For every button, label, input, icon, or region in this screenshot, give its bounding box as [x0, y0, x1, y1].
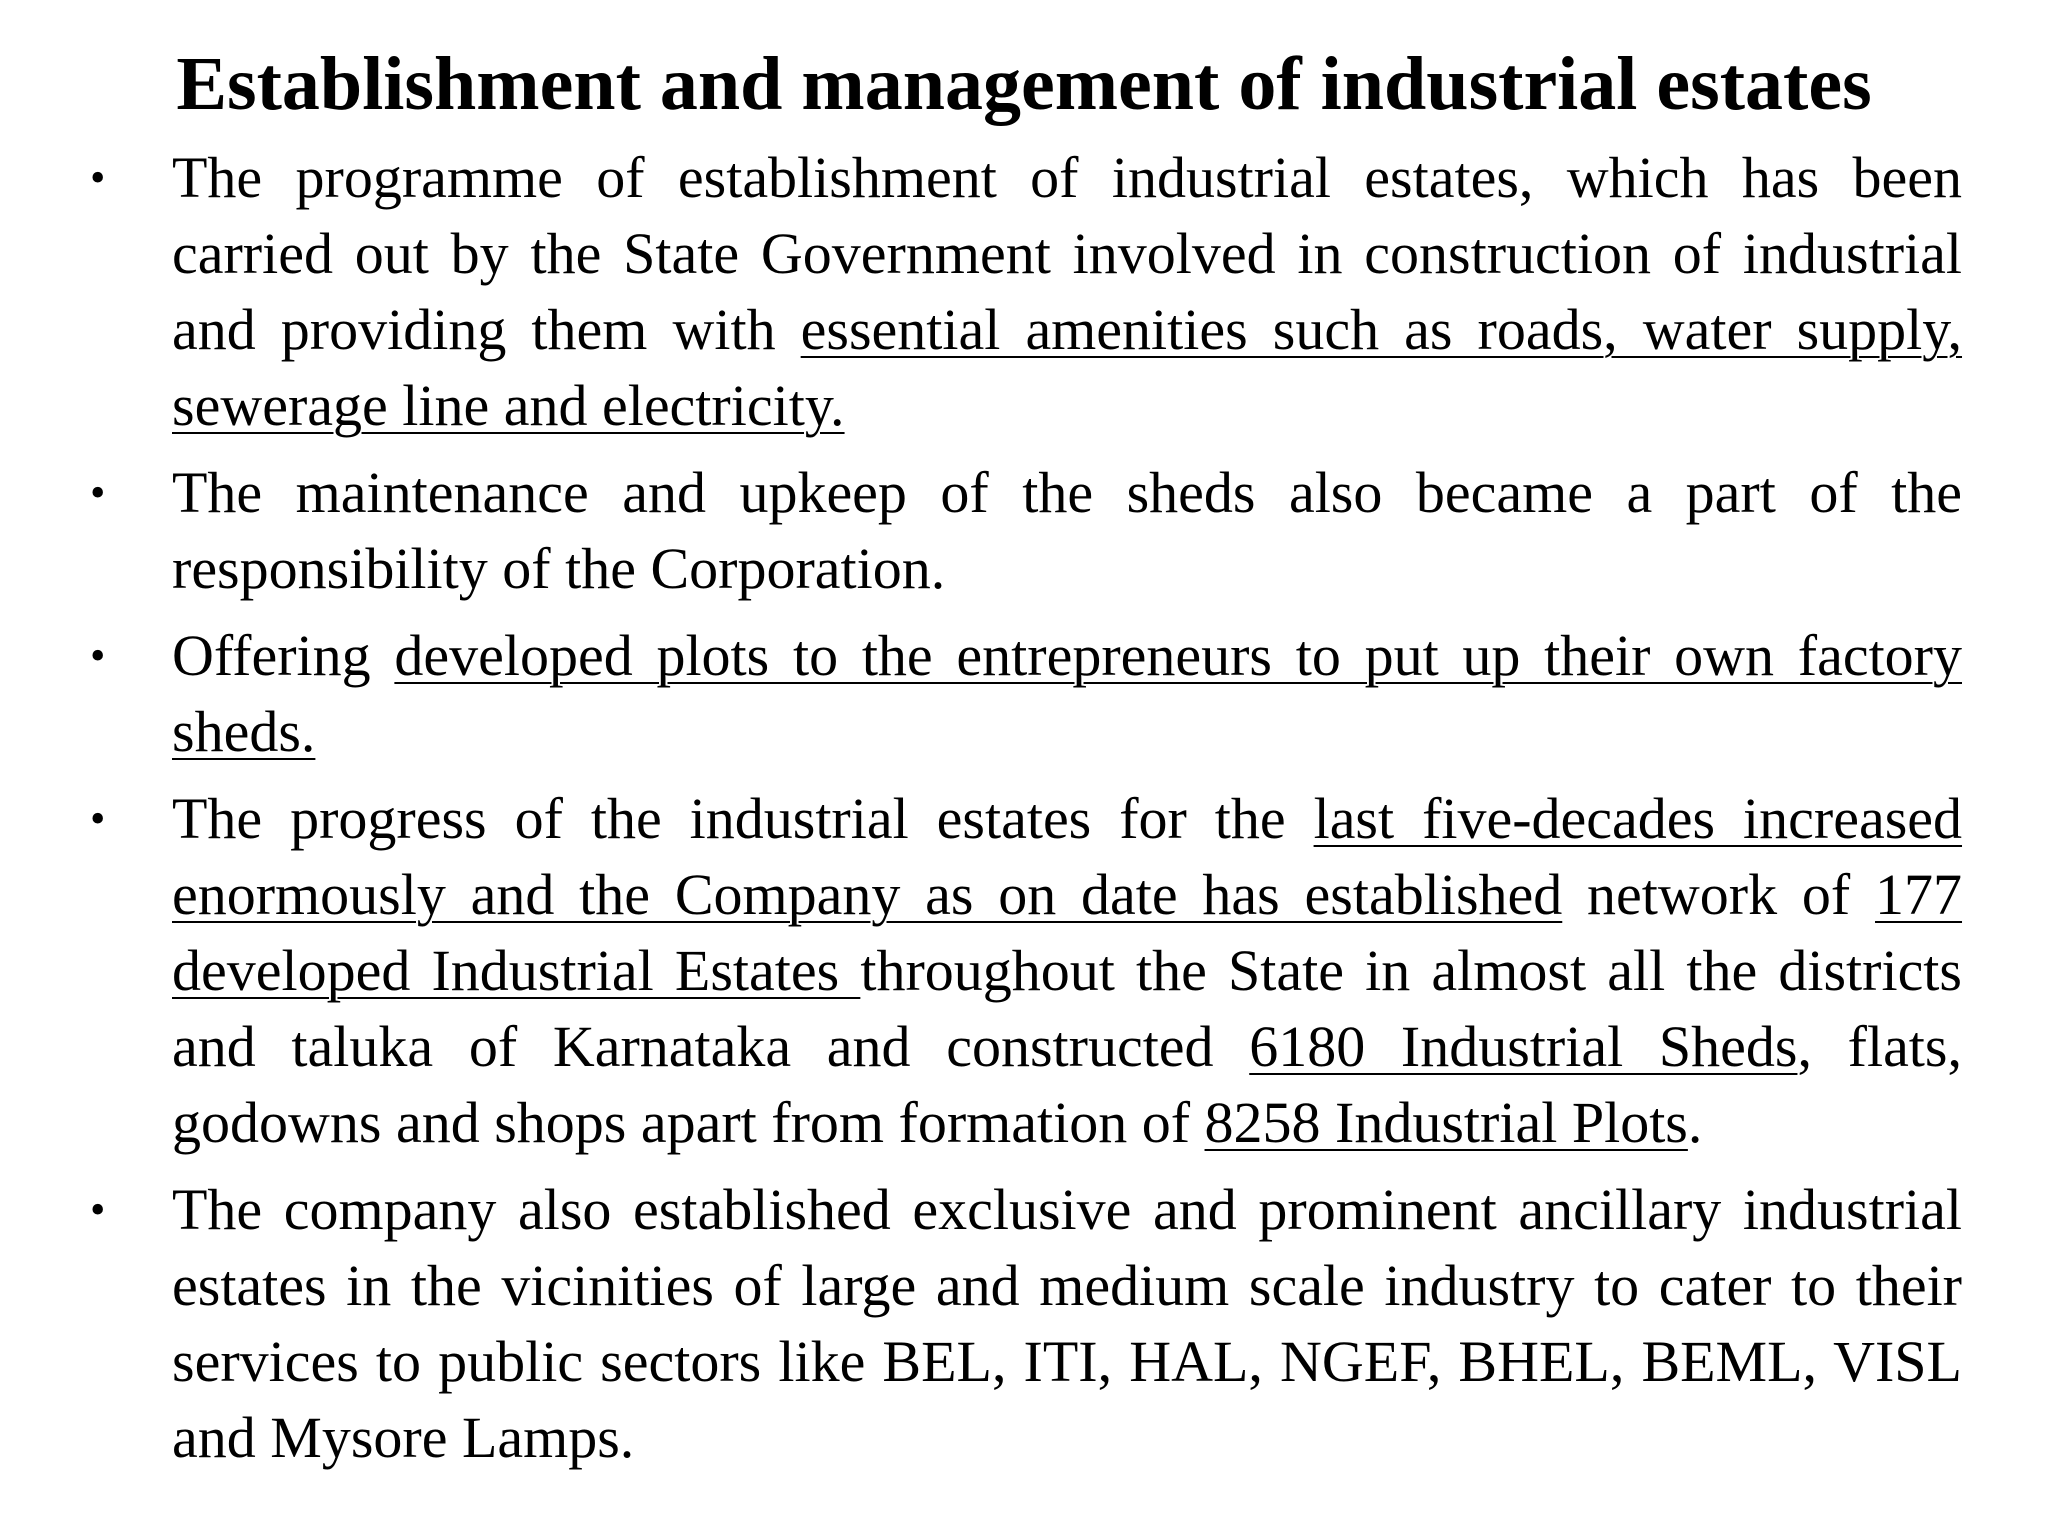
bullet-text: . — [1687, 1090, 1703, 1155]
bullet-dot-icon: • — [90, 153, 106, 202]
underlined-phrase: 177 developed Industrial Estates — [172, 862, 1963, 1003]
bullet-list — [90, 140, 1963, 1487]
underlined-phrase: last five-decades increased enormously and the Company as on date has established — [172, 786, 1963, 927]
bullet-item — [90, 1172, 1962, 1476]
bullet-dot-icon: • — [90, 468, 106, 517]
bullet-text: The maintenance and upkeep of the sheds also became a part of the responsibility of the Corporation. — [172, 460, 1962, 601]
bullet-dot-icon: • — [90, 631, 106, 680]
bullet-item — [90, 140, 1963, 444]
bullet-dot-icon: • — [90, 1185, 106, 1234]
bullet-text: The company also established exclusive and prominent ancillary industrial estates in the vicinities of large and medium scale industry to cater to their services to public sectors like BEL, ITI, HAL, NGEF, BHEL, BEML, VISL and Mysore Lamps. — [172, 1177, 1962, 1470]
bullet-text: network of — [1562, 862, 1876, 927]
bullet-text: Offering — [172, 623, 395, 688]
underlined-phrase: 6180 Industrial Sheds — [1249, 1014, 1798, 1079]
bullet-item — [90, 781, 1963, 1161]
underlined-phrase: essential amenities such as roads, water supply, sewerage line and electricity. — [172, 297, 1963, 438]
bullet-text: The programme of establishment of industrial estates, which has been carried out by the State Government involved in construction of industrial and providing them with — [172, 145, 1962, 362]
underlined-phrase: 8258 Industrial Plots — [1204, 1090, 1688, 1155]
bullet-dot-icon: • — [90, 794, 106, 843]
bullet-text: The progress of the industrial estates for the — [172, 786, 1314, 851]
slide-title: Establishment and management of industrial estates — [176, 42, 1872, 126]
bullet-text: , flats, godowns and shops apart from formation of — [172, 1014, 1962, 1155]
bullet-item — [90, 455, 1962, 607]
bullet-item — [90, 618, 1962, 770]
bullet-text: throughout the State in almost all the districts and taluka of Karnataka and constructed — [172, 938, 1962, 1079]
underlined-phrase: developed plots to the entrepreneurs to put up their own factory sheds. — [172, 623, 1962, 764]
